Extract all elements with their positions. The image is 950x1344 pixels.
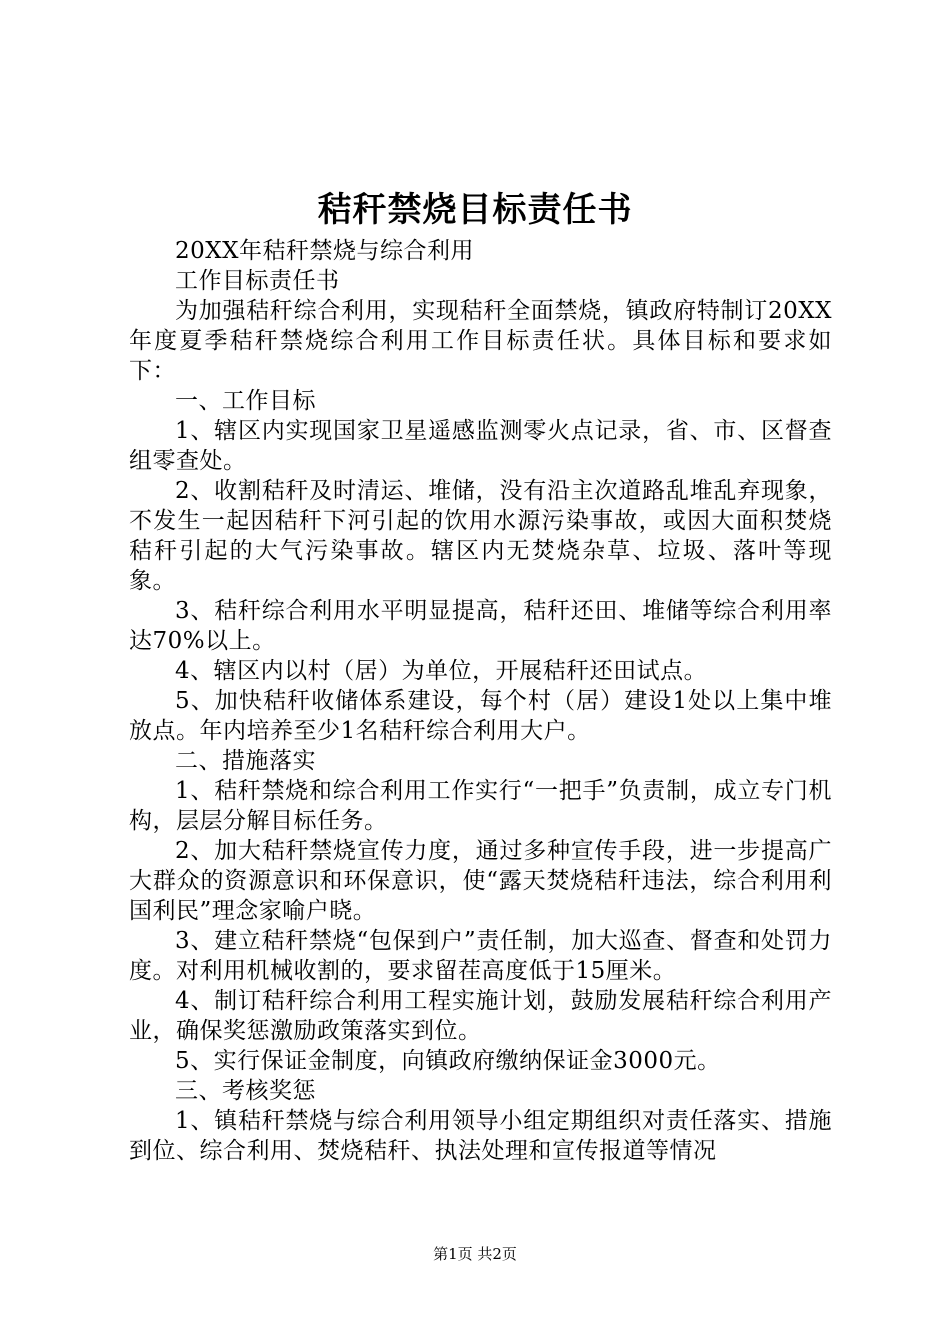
paragraph: 20XX年秸秆禁烧与综合利用 — [175, 238, 475, 264]
paragraph: 3、秸秆综合利用水平明显提高，秸秆还田、堆储等综合利用率达70%以上。 — [129, 598, 832, 654]
paragraph: 1、镇秸秆禁烧与综合利用领导小组定期组织对责任落实、措施到位、综合利用、焚烧秸秆、执法处理和宣传报道等情况 — [129, 1108, 832, 1164]
section-heading: 一、工作目标 — [175, 388, 316, 414]
paragraph: 为加强秸秆综合利用，实现秸秆全面禁烧，镇政府特制订20XX年度夏季秸秆禁烧综合利用工作目标责任状。具体目标和要求如下： — [129, 298, 832, 384]
paragraph: 1、秸秆禁烧和综合利用工作实行“一把手”负责制，成立专门机构，层层分解目标任务。 — [129, 778, 832, 834]
page-footer: 第1页 共2页 — [433, 1245, 517, 1263]
document-body — [129, 236, 832, 1166]
paragraph: 4、辖区内以村（居）为单位，开展秸秆还田试点。 — [175, 658, 708, 684]
paragraph: 3、建立秸秆禁烧“包保到户”责任制，加大巡查、督查和处罚力度。对利用机械收割的，要求留茬高度低于15厘米。 — [129, 928, 832, 984]
paragraph: 5、加快秸秆收储体系建设，每个村（居）建设1处以上集中堆放点。年内培养至少1名秸秆综合利用大户。 — [129, 688, 832, 744]
paragraph: 5、实行保证金制度，向镇政府缴纳保证金3000元。 — [175, 1048, 721, 1074]
paragraph: 2、加大秸秆禁烧宣传力度，通过多种宣传手段，进一步提高广大群众的资源意识和环保意识，使“露天焚烧秸秆违法，综合利用利国利民”理念家喻户晓。 — [129, 838, 832, 924]
section-heading: 二、措施落实 — [175, 748, 316, 774]
paragraph: 1、辖区内实现国家卫星遥感监测零火点记录，省、市、区督查组零查处。 — [129, 418, 832, 474]
section-heading: 三、考核奖惩 — [175, 1078, 316, 1104]
document-title: 秸秆禁烧目标责任书 — [317, 190, 633, 230]
paragraph: 4、制订秸秆综合利用工程实施计划，鼓励发展秸秆综合利用产业，确保奖惩激励政策落实到位。 — [129, 988, 832, 1044]
paragraph: 工作目标责任书 — [175, 268, 340, 294]
paragraph: 2、收割秸秆及时清运、堆储，没有沿主次道路乱堆乱弃现象，不发生一起因秸秆下河引起的饮用水源污染事故，或因大面积焚烧秸秆引起的大气污染事故。辖区内无焚烧杂草、垃圾、落叶等现象。 — [129, 478, 832, 594]
